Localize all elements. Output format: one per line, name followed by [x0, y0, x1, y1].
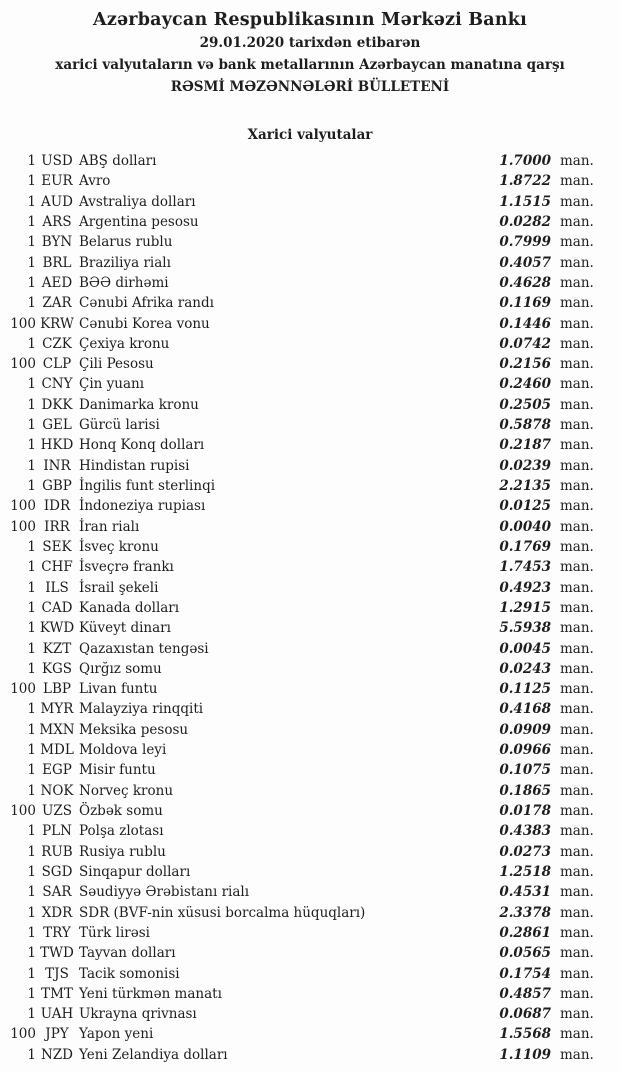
currency-code-cell: PLN	[42, 823, 72, 840]
currency-code-cell: ILS	[45, 579, 69, 596]
rate-value-cell: 0.4628	[499, 274, 551, 291]
quantity-cell: 1	[27, 396, 36, 413]
unit-label-cell: man.	[560, 843, 594, 860]
unit-label-cell: man.	[560, 904, 594, 921]
unit-label-cell: man.	[560, 478, 594, 494]
rate-value-cell: 0.4923	[499, 579, 551, 596]
unit-label-cell: man.	[560, 274, 594, 291]
currency-code-cell: ARS	[42, 213, 72, 230]
table-row	[0, 821, 595, 841]
currency-code-cell: UAH	[40, 1006, 74, 1023]
rate-value-cell: 0.0966	[499, 742, 551, 759]
unit-label-cell: man.	[560, 538, 594, 555]
quantity-cell: 100	[10, 498, 36, 515]
currency-code-cell: CLP	[42, 356, 72, 373]
table-row	[0, 1004, 595, 1024]
rate-value-cell: 1.8722	[499, 173, 551, 190]
quantity-cell: 1	[27, 153, 36, 169]
quantity-cell: 100	[10, 356, 36, 373]
table-row	[0, 435, 595, 455]
table-row	[0, 415, 595, 435]
table-row	[0, 943, 595, 963]
currency-name-cell: Misir funtu	[79, 762, 156, 779]
currency-code-cell: BRL	[42, 254, 72, 271]
rate-value-cell: 1.1109	[499, 1046, 551, 1063]
currency-code-cell: GBP	[42, 478, 72, 494]
currency-code-cell: SGD	[41, 863, 73, 880]
effective-date-line: 29.01.2020 tarixdən etibarən	[199, 35, 421, 51]
currency-name-cell: Rusiya rublu	[79, 843, 166, 860]
currency-code-cell: TMT	[41, 985, 73, 1002]
unit-label-cell: man.	[560, 1006, 594, 1023]
unit-label-cell: man.	[560, 924, 594, 941]
currency-name-cell: ABŞ dolları	[79, 153, 157, 169]
unit-label-cell: man.	[560, 518, 594, 535]
currency-name-cell: Argentina pesosu	[79, 213, 199, 230]
table-row	[0, 882, 595, 902]
currency-code-cell: LBP	[43, 681, 71, 698]
quantity-cell: 1	[27, 579, 36, 596]
table-row	[0, 923, 595, 943]
unit-label-cell: man.	[560, 823, 594, 840]
currency-code-cell: AUD	[41, 193, 73, 210]
currency-code-cell: AED	[41, 274, 73, 291]
currency-code-cell: ZAR	[42, 295, 72, 312]
table-row	[0, 395, 595, 415]
unit-label-cell: man.	[560, 965, 594, 982]
unit-label-cell: man.	[560, 863, 594, 880]
unit-label-cell: man.	[560, 762, 594, 779]
quantity-cell: 1	[27, 376, 36, 393]
currency-name-cell: Meksika pesosu	[79, 721, 189, 738]
quantity-cell: 1	[27, 985, 36, 1002]
quantity-cell: 1	[27, 762, 36, 779]
unit-label-cell: man.	[560, 681, 594, 698]
quantity-cell: 100	[10, 315, 36, 332]
unit-label-cell: man.	[560, 153, 594, 169]
quantity-cell: 1	[27, 1046, 36, 1063]
bulletin-title: RƏSMİ MƏZƏNNƏLƏRİ BÜLLETENİ	[170, 79, 450, 95]
rate-value-cell: 1.7453	[499, 559, 551, 576]
unit-label-cell: man.	[560, 945, 594, 962]
currency-code-cell: KWD	[39, 620, 75, 637]
unit-label-cell: man.	[560, 884, 594, 901]
table-row	[0, 760, 595, 780]
rate-value-cell: 0.0125	[499, 498, 551, 515]
table-row	[0, 273, 595, 293]
currency-name-cell: Avro	[79, 173, 111, 190]
rate-value-cell: 0.1865	[499, 782, 551, 799]
table-row	[0, 253, 595, 273]
currency-name-cell: Kanada dolları	[79, 599, 180, 616]
rate-value-cell: 0.2460	[499, 376, 551, 393]
currency-code-cell: MDL	[40, 742, 74, 759]
table-row	[0, 618, 595, 638]
rate-value-cell: 0.4383	[499, 823, 551, 840]
quantity-cell: 1	[27, 904, 36, 921]
table-row	[0, 354, 595, 374]
table-row	[0, 984, 595, 1004]
table-row	[0, 314, 595, 334]
currency-code-cell: NOK	[40, 782, 74, 799]
rate-value-cell: 0.0273	[499, 843, 551, 860]
rate-value-cell: 0.0178	[499, 803, 551, 819]
rate-value-cell: 1.5568	[499, 1026, 551, 1043]
quantity-cell: 1	[27, 965, 36, 982]
table-row	[0, 903, 595, 923]
rate-value-cell: 2.2135	[499, 478, 551, 494]
unit-label-cell: man.	[560, 335, 594, 352]
currency-name-cell: Çili Pesosu	[79, 356, 154, 373]
unit-label-cell: man.	[560, 396, 594, 413]
currency-name-cell: Sinqapur dolları	[79, 863, 191, 880]
quantity-cell: 1	[27, 335, 36, 352]
rate-value-cell: 0.4168	[499, 701, 551, 718]
rate-value-cell: 1.1515	[499, 193, 551, 210]
quantity-cell: 1	[27, 437, 36, 454]
currency-name-cell: Səudiyyə Ərəbistanı rialı	[79, 884, 250, 901]
rate-value-cell: 0.1446	[499, 315, 551, 332]
rate-value-cell: 0.0239	[499, 457, 551, 474]
currency-name-cell: Avstraliya dolları	[79, 193, 196, 210]
currency-name-cell: İsveç kronu	[79, 538, 159, 555]
table-row	[0, 801, 595, 821]
currency-name-cell: Cənubi Afrika randı	[79, 295, 214, 312]
quantity-cell: 1	[27, 538, 36, 555]
quantity-cell: 100	[10, 1026, 36, 1043]
quantity-cell: 1	[27, 559, 36, 576]
currency-code-cell: NZD	[40, 1046, 74, 1063]
currency-code-cell: USD	[41, 153, 73, 169]
table-row	[0, 171, 595, 191]
currency-name-cell: Malayziya rinqqiti	[79, 701, 204, 718]
unit-label-cell: man.	[560, 1046, 594, 1063]
rate-value-cell: 0.0045	[499, 640, 551, 657]
unit-label-cell: man.	[560, 1026, 594, 1043]
currency-name-cell: İngilis funt sterlinqi	[79, 478, 216, 494]
unit-label-cell: man.	[560, 660, 594, 677]
rate-value-cell: 0.1769	[499, 538, 551, 555]
quantity-cell: 1	[27, 701, 36, 718]
table-row	[0, 476, 595, 496]
currency-code-cell: TWD	[40, 945, 74, 962]
unit-label-cell: man.	[560, 213, 594, 230]
rate-value-cell: 0.0687	[499, 1006, 551, 1023]
table-row	[0, 1024, 595, 1044]
currency-code-cell: BYN	[41, 234, 73, 251]
table-row	[0, 699, 595, 719]
quantity-cell: 1	[27, 782, 36, 799]
rates-table	[0, 151, 620, 1065]
currency-code-cell: IDR	[43, 498, 71, 515]
table-row	[0, 862, 595, 882]
table-row	[0, 212, 595, 232]
rate-value-cell: 1.7000	[499, 153, 551, 169]
table-row	[0, 537, 595, 557]
quantity-cell: 1	[27, 945, 36, 962]
quantity-cell: 1	[27, 173, 36, 190]
table-row	[0, 740, 595, 760]
currency-code-cell: MYR	[40, 701, 74, 718]
currency-name-cell: Küveyt dinarı	[79, 620, 171, 637]
unit-label-cell: man.	[560, 985, 594, 1002]
quantity-cell: 1	[27, 295, 36, 312]
unit-label-cell: man.	[560, 315, 594, 332]
currency-code-cell: SEK	[42, 538, 72, 555]
quantity-cell: 100	[10, 681, 36, 698]
currency-name-cell: Yapon yeni	[79, 1026, 154, 1043]
quantity-cell: 1	[27, 478, 36, 494]
bulletin-header	[0, 0, 620, 98]
currency-code-cell: EUR	[41, 173, 73, 190]
currency-code-cell: KGS	[41, 660, 73, 677]
currency-name-cell: Tayvan dolları	[79, 945, 176, 962]
quantity-cell: 1	[27, 457, 36, 474]
currency-name-cell: Qazaxıstan tengəsi	[79, 640, 209, 657]
rate-value-cell: 0.1075	[499, 762, 551, 779]
currency-name-cell: Cənubi Korea vonu	[79, 315, 210, 332]
currency-name-cell: Hindistan rupisi	[79, 457, 190, 474]
rate-value-cell: 5.5938	[499, 620, 551, 637]
unit-label-cell: man.	[560, 254, 594, 271]
rate-value-cell: 1.2915	[499, 599, 551, 616]
quantity-cell: 1	[27, 234, 36, 251]
currency-code-cell: IRR	[44, 518, 70, 535]
table-row	[0, 639, 595, 659]
section-title-foreign-currencies: Xarici valyutalar	[247, 127, 373, 143]
rate-value-cell: 0.1169	[499, 295, 551, 312]
rate-value-cell: 0.0040	[499, 518, 551, 535]
unit-label-cell: man.	[560, 234, 594, 251]
rate-value-cell: 0.1125	[499, 681, 551, 698]
currency-code-cell: UZS	[41, 803, 72, 819]
table-row	[0, 659, 595, 679]
currency-code-cell: TRY	[43, 924, 71, 941]
unit-label-cell: man.	[560, 498, 594, 515]
quantity-cell: 1	[27, 863, 36, 880]
quantity-cell: 1	[27, 660, 36, 677]
currency-name-cell: Livan funtu	[79, 681, 158, 698]
rate-value-cell: 0.1754	[499, 965, 551, 982]
currency-name-cell: İndoneziya rupiası	[79, 498, 206, 515]
unit-label-cell: man.	[560, 437, 594, 454]
table-row	[0, 842, 595, 862]
currency-name-cell: Moldova leyi	[79, 742, 167, 759]
rate-value-cell: 2.3378	[499, 904, 551, 921]
quantity-cell: 1	[27, 823, 36, 840]
currency-name-cell: Braziliya rialı	[79, 254, 171, 271]
rate-value-cell: 0.4531	[499, 884, 551, 901]
currency-name-cell: Ukrayna qrivnası	[79, 1006, 197, 1023]
currency-name-cell: İsrail şekeli	[79, 579, 159, 596]
currency-code-cell: DKK	[41, 396, 73, 413]
table-row	[0, 679, 595, 699]
currency-code-cell: CAD	[41, 599, 73, 616]
currency-name-cell: Belarus rublu	[79, 234, 173, 251]
currency-name-cell: Qırğız somu	[79, 660, 162, 677]
table-row	[0, 232, 595, 252]
rate-value-cell: 0.0282	[499, 213, 551, 230]
rate-value-cell: 0.2187	[499, 437, 551, 454]
currency-name-cell: Norveç kronu	[79, 782, 174, 799]
unit-label-cell: man.	[560, 803, 594, 819]
rate-value-cell: 0.2861	[499, 924, 551, 941]
currency-code-cell: XDR	[41, 904, 73, 921]
currency-code-cell: CHF	[41, 559, 73, 576]
unit-label-cell: man.	[560, 640, 594, 657]
currency-code-cell: KZT	[42, 640, 72, 657]
currency-name-cell: Danimarka kronu	[79, 396, 199, 413]
currency-code-cell: CNY	[41, 376, 73, 393]
currency-code-cell: SAR	[42, 884, 72, 901]
currency-code-cell: HKD	[40, 437, 74, 454]
table-row	[0, 151, 595, 171]
currency-code-cell: INR	[43, 457, 71, 474]
unit-label-cell: man.	[560, 599, 594, 616]
unit-label-cell: man.	[560, 620, 594, 637]
quantity-cell: 1	[27, 417, 36, 434]
rate-value-cell: 0.0565	[499, 945, 551, 962]
table-row	[0, 781, 595, 801]
quantity-cell: 1	[27, 721, 36, 738]
currency-name-cell: Yeni türkmən manatı	[79, 985, 222, 1002]
rate-value-cell: 0.0742	[499, 335, 551, 352]
rate-value-cell: 1.2518	[499, 863, 551, 880]
currency-name-cell: SDR (BVF-nin xüsusi borcalma hüquqları)	[79, 904, 366, 921]
rate-value-cell: 0.0243	[499, 660, 551, 677]
currency-name-cell: İsveçrə frankı	[79, 559, 174, 576]
unit-label-cell: man.	[560, 356, 594, 373]
rate-value-cell: 0.4857	[499, 985, 551, 1002]
table-row	[0, 192, 595, 212]
currency-name-cell: İran rialı	[79, 518, 140, 535]
rate-value-cell: 0.7999	[499, 234, 551, 251]
table-row	[0, 496, 595, 516]
quantity-cell: 1	[27, 924, 36, 941]
currency-code-cell: JPY	[45, 1026, 69, 1043]
currency-code-cell: CZK	[42, 335, 72, 352]
unit-label-cell: man.	[560, 559, 594, 576]
unit-label-cell: man.	[560, 782, 594, 799]
quantity-cell: 100	[10, 518, 36, 535]
currency-code-cell: EGP	[42, 762, 72, 779]
table-row	[0, 517, 595, 537]
quantity-cell: 1	[27, 843, 36, 860]
quantity-cell: 1	[27, 742, 36, 759]
unit-label-cell: man.	[560, 457, 594, 474]
bank-name: Azərbaycan Respublikasının Mərkəzi Bankı	[93, 10, 527, 30]
table-row	[0, 598, 595, 618]
table-row	[0, 293, 595, 313]
currency-name-cell: Çin yuanı	[79, 376, 145, 393]
currency-name-cell: Gürcü larisi	[79, 417, 160, 434]
unit-label-cell: man.	[560, 417, 594, 434]
quantity-cell: 1	[27, 193, 36, 210]
currency-code-cell: KRW	[40, 315, 74, 332]
table-row	[0, 557, 595, 577]
rate-value-cell: 0.2505	[499, 396, 551, 413]
currency-name-cell: Tacik somonisi	[79, 965, 180, 982]
currency-name-cell: Honq Konq dolları	[79, 437, 205, 454]
currency-name-cell: Polşa zlotası	[79, 823, 164, 840]
rate-value-cell: 0.5878	[499, 417, 551, 434]
quantity-cell: 1	[27, 599, 36, 616]
quantity-cell: 1	[27, 1006, 36, 1023]
quantity-cell: 1	[27, 274, 36, 291]
table-row	[0, 456, 595, 476]
unit-label-cell: man.	[560, 295, 594, 312]
quantity-cell: 1	[27, 254, 36, 271]
unit-label-cell: man.	[560, 173, 594, 190]
subject-line: xarici valyutaların və bank metallarının Azərbaycan manatına qarşı	[55, 57, 565, 73]
table-row	[0, 334, 595, 354]
quantity-cell: 1	[27, 620, 36, 637]
currency-name-cell: Özbək somu	[79, 803, 163, 819]
currency-code-cell: TJS	[45, 965, 69, 982]
currency-name-cell: Türk lirəsi	[79, 924, 150, 941]
currency-name-cell: Çexiya kronu	[79, 335, 170, 352]
table-row	[0, 578, 595, 598]
table-row	[0, 374, 595, 394]
unit-label-cell: man.	[560, 376, 594, 393]
unit-label-cell: man.	[560, 579, 594, 596]
unit-label-cell: man.	[560, 742, 594, 759]
currency-code-cell: MXN	[39, 721, 75, 738]
currency-code-cell: RUB	[41, 843, 73, 860]
currency-code-cell: GEL	[42, 417, 72, 434]
unit-label-cell: man.	[560, 701, 594, 718]
rate-value-cell: 0.4057	[499, 254, 551, 271]
quantity-cell: 1	[27, 884, 36, 901]
quantity-cell: 100	[10, 803, 36, 819]
rate-value-cell: 0.0909	[499, 721, 551, 738]
table-row	[0, 964, 595, 984]
unit-label-cell: man.	[560, 193, 594, 210]
quantity-cell: 1	[27, 640, 36, 657]
table-row	[0, 1045, 595, 1065]
unit-label-cell: man.	[560, 721, 594, 738]
table-row	[0, 720, 595, 740]
rate-value-cell: 0.2156	[499, 356, 551, 373]
currency-name-cell: BƏƏ dirhəmi	[79, 274, 169, 291]
quantity-cell: 1	[27, 213, 36, 230]
currency-name-cell: Yeni Zelandiya dolları	[79, 1046, 228, 1063]
